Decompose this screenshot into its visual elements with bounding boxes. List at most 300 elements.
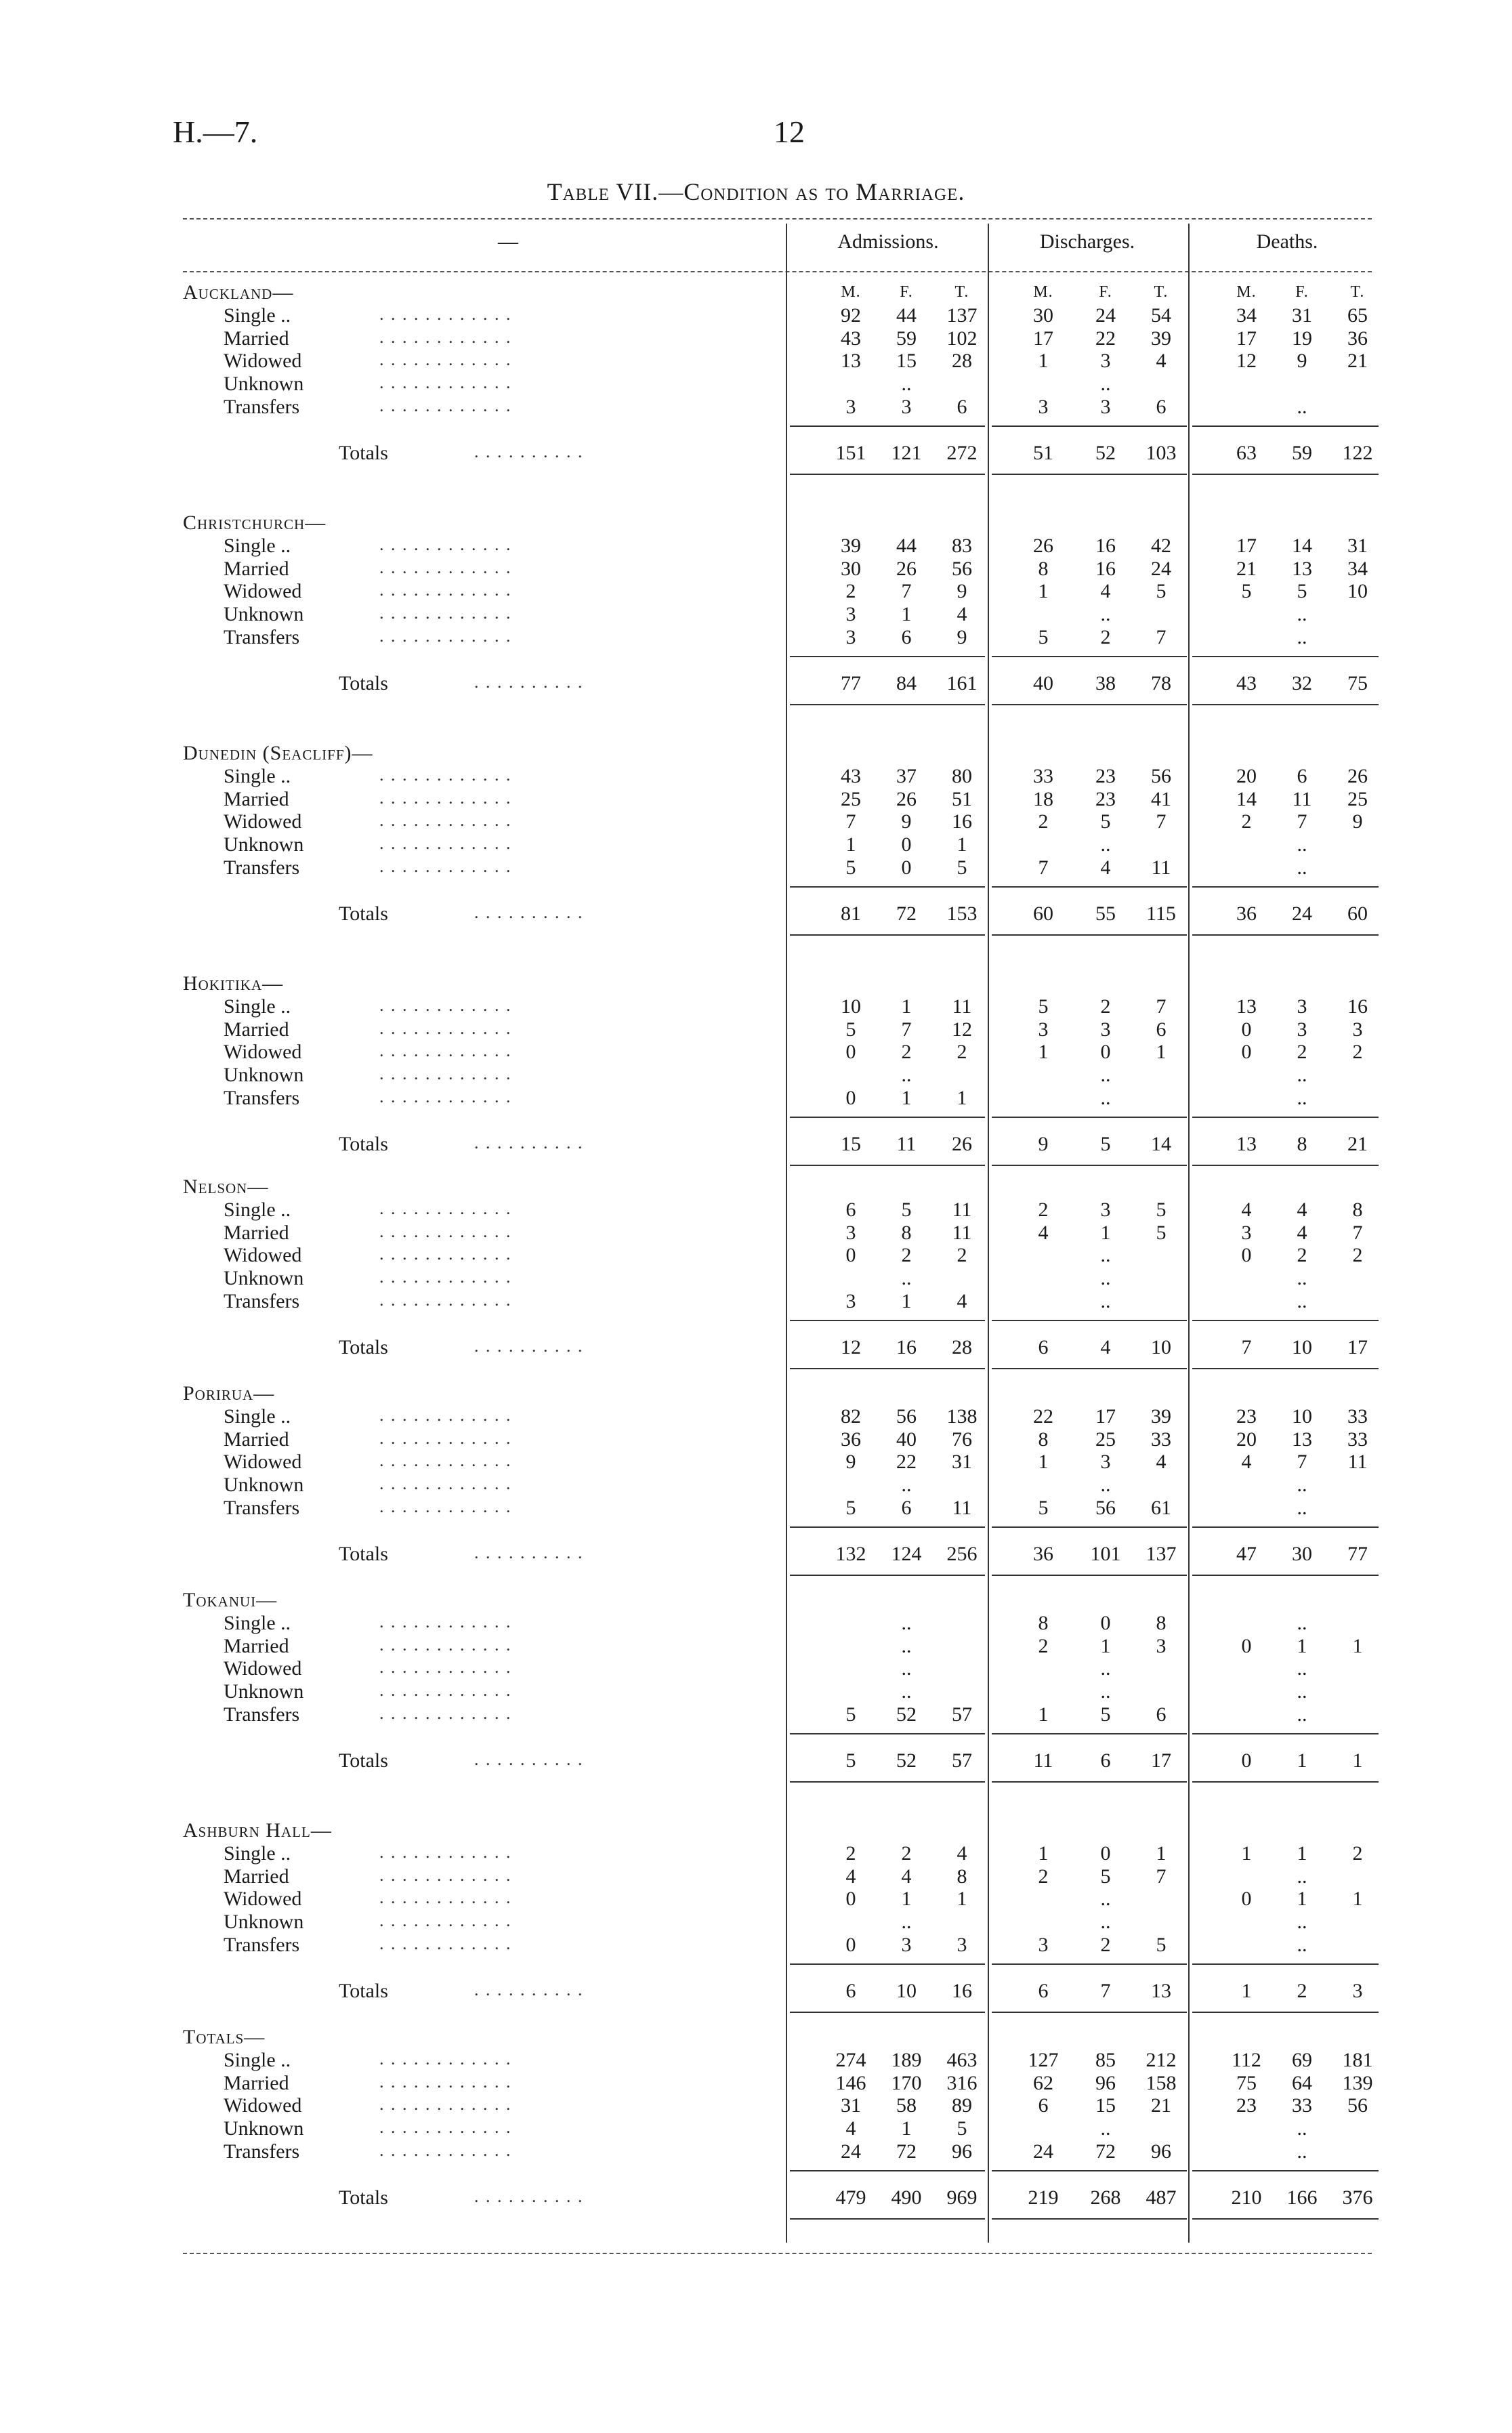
- row-label: Single ..: [224, 304, 291, 327]
- table-cell: 0: [1100, 1842, 1111, 1865]
- section-bottom-rule: [992, 934, 1187, 936]
- row-leader: . . . . . . . . . . . .: [379, 1934, 512, 1953]
- table-cell: 24: [841, 2140, 861, 2163]
- table-cell: 24: [1095, 304, 1116, 327]
- totals-cell: 124: [891, 1542, 922, 1565]
- section-title: Tokanui—: [183, 1589, 278, 1611]
- row-leader: . . . . . . . . . . . .: [379, 327, 512, 347]
- table-cell: ..: [901, 373, 912, 396]
- table-cell: 72: [896, 2140, 917, 2163]
- totals-cell: 81: [841, 902, 861, 925]
- section-bottom-rule: [992, 474, 1187, 475]
- section-title: Christchurch—: [183, 512, 327, 534]
- row-label: Widowed: [224, 1451, 302, 1474]
- table-cell: 44: [896, 304, 917, 327]
- table-cell: 3: [1297, 995, 1307, 1018]
- totals-cell: 13: [1151, 1979, 1171, 2002]
- table-cell: 40: [896, 1428, 917, 1451]
- table-cell: 23: [1095, 764, 1116, 787]
- row-leader: . . . . . . . . . . . .: [379, 1244, 512, 1264]
- row-leader: . . . . . . . . . . . .: [379, 2140, 512, 2160]
- table-cell: 1: [1297, 1842, 1307, 1865]
- table-cell: 22: [1033, 1405, 1053, 1428]
- table-cell: 14: [1236, 787, 1257, 810]
- row-leader: . . . . . . . . . . . .: [379, 1267, 512, 1287]
- row-leader: . . . . . . . . . . . .: [379, 1041, 512, 1061]
- subheader-8: T.: [1350, 283, 1365, 301]
- table-cell: 20: [1236, 1428, 1257, 1451]
- table-title: Table VII.—Condition as to Marriage.: [547, 178, 965, 205]
- totals-cell: 12: [841, 1335, 861, 1358]
- table-cell: 9: [845, 1451, 856, 1474]
- header-rule-bottom: [183, 271, 1372, 272]
- row-label: Single ..: [224, 1611, 291, 1634]
- table-cell: 3: [1100, 1451, 1111, 1474]
- row-label: Unknown: [224, 1474, 304, 1497]
- totals-rule: [790, 886, 985, 888]
- table-cell: 13: [841, 350, 861, 373]
- section-bottom-rule: [992, 2218, 1187, 2220]
- table-cell: 72: [1095, 2140, 1116, 2163]
- section-bottom-rule: [1192, 1781, 1379, 1783]
- row-label: Single ..: [224, 764, 291, 787]
- totals-cell: 7: [1241, 1335, 1252, 1358]
- table-cell: 92: [841, 304, 861, 327]
- table-cell: 56: [1095, 1497, 1116, 1519]
- table-cell: 12: [952, 1018, 972, 1041]
- table-cell: 2: [1100, 626, 1111, 648]
- table-cell: 30: [841, 557, 861, 580]
- row-leader: . . . . . . . . . . . .: [379, 1865, 512, 1885]
- table-cell: 3: [1100, 396, 1111, 418]
- table-cell: 139: [1342, 2071, 1373, 2094]
- row-label: Widowed: [224, 1888, 302, 1911]
- column-deaths: Deaths.: [1256, 230, 1318, 253]
- table-cell: 9: [901, 810, 912, 833]
- table-cell: 10: [841, 995, 861, 1018]
- subheader-3: M.: [1033, 283, 1053, 301]
- table-cell: 3: [1100, 1198, 1111, 1221]
- table-cell: 3: [845, 626, 856, 648]
- row-leader: . . . . . . . . . . . .: [379, 1634, 512, 1655]
- totals-label: Totals: [339, 441, 388, 464]
- table-cell: 1: [1156, 1842, 1167, 1865]
- table-cell: 1: [957, 1888, 967, 1911]
- table-cell: 3: [901, 1934, 912, 1956]
- table-cell: ..: [1297, 1497, 1307, 1519]
- table-cell: 80: [952, 764, 972, 787]
- totals-label: Totals: [339, 671, 388, 694]
- table-cell: 89: [952, 2094, 972, 2117]
- table-cell: 1: [901, 603, 912, 626]
- table-cell: 24: [1151, 557, 1171, 580]
- section-bottom-rule: [1192, 2012, 1379, 2013]
- totals-cell: 10: [896, 1979, 917, 2002]
- totals-rule: [790, 1733, 985, 1734]
- table-cell: 0: [1241, 1041, 1252, 1064]
- table-cell: 96: [952, 2140, 972, 2163]
- row-leader: . . . . . . . . . . . .: [379, 1657, 512, 1678]
- table-cell: 1: [1038, 1842, 1049, 1865]
- table-cell: 4: [901, 1865, 912, 1888]
- table-cell: 1: [1038, 1451, 1049, 1474]
- table-cell: 1: [1241, 1842, 1252, 1865]
- table-cell: 4: [1156, 350, 1167, 373]
- table-cell: 23: [1236, 2094, 1257, 2117]
- table-cell: 31: [952, 1451, 972, 1474]
- totals-cell: 15: [841, 1132, 861, 1155]
- table-cell: 8: [1038, 1428, 1049, 1451]
- totals-rule: [1192, 1117, 1379, 1118]
- table-cell: 6: [1038, 2094, 1049, 2117]
- table-cell: 5: [1156, 580, 1167, 603]
- table-cell: 13: [1292, 1428, 1312, 1451]
- table-cell: 17: [1236, 327, 1257, 350]
- table-cell: 0: [1241, 1018, 1252, 1041]
- totals-cell: 24: [1292, 902, 1312, 925]
- table-cell: 17: [1236, 534, 1257, 557]
- table-cell: 3: [1156, 1634, 1167, 1657]
- table-cell: 2: [1297, 1041, 1307, 1064]
- table-cell: 21: [1236, 557, 1257, 580]
- section-bottom-rule: [790, 704, 985, 705]
- table-cell: ..: [1297, 2140, 1307, 2163]
- section-bottom-rule: [790, 1368, 985, 1369]
- section-title: Dunedin (Seacliff)—: [183, 742, 373, 764]
- table-cell: 42: [1151, 534, 1171, 557]
- table-cell: 2: [901, 1244, 912, 1267]
- table-cell: 61: [1151, 1497, 1171, 1519]
- section-title: Totals—: [183, 2026, 266, 2048]
- table-cell: 5: [1100, 1703, 1111, 1726]
- table-cell: 7: [901, 580, 912, 603]
- table-cell: 11: [1347, 1451, 1368, 1474]
- row-leader: . . . . . . . . . . . .: [379, 2117, 512, 2138]
- totals-cell: 36: [1236, 902, 1257, 925]
- totals-cell: 10: [1292, 1335, 1312, 1358]
- table-cell: 11: [1292, 787, 1312, 810]
- table-cell: ..: [1297, 1087, 1307, 1109]
- table-cell: 2: [845, 1842, 856, 1865]
- totals-cell: 101: [1090, 1542, 1121, 1565]
- table-cell: 8: [957, 1865, 967, 1888]
- table-cell: 17: [1033, 327, 1053, 350]
- row-leader: . . . . . . . . . . . .: [379, 1290, 512, 1310]
- table-cell: 9: [1297, 350, 1307, 373]
- table-cell: 6: [901, 626, 912, 648]
- row-leader: . . . . . . . . . . . .: [379, 304, 512, 324]
- table-cell: ..: [1297, 603, 1307, 626]
- table-cell: 1: [1297, 1888, 1307, 1911]
- table-cell: 69: [1292, 2048, 1312, 2071]
- row-leader: . . . . . . . . . . . .: [379, 787, 512, 808]
- row-label: Single ..: [224, 534, 291, 557]
- table-cell: 24: [1033, 2140, 1053, 2163]
- table-cell: 13: [1236, 995, 1257, 1018]
- row-leader: . . . . . . . . . . . .: [379, 534, 512, 554]
- table-cell: 9: [957, 626, 967, 648]
- totals-rule: [992, 2170, 1187, 2171]
- table-cell: ..: [1297, 1680, 1307, 1703]
- row-label: Married: [224, 2071, 289, 2094]
- table-cell: 5: [957, 2117, 967, 2140]
- table-cell: 82: [841, 1405, 861, 1428]
- table-cell: 36: [1347, 327, 1368, 350]
- table-cell: 3: [1038, 396, 1049, 418]
- table-cell: 23: [1095, 787, 1116, 810]
- totals-rule: [1192, 1320, 1379, 1321]
- row-leader: . . . . . . . . . . . .: [379, 1018, 512, 1038]
- table-cell: 5: [1038, 1497, 1049, 1519]
- row-label: Widowed: [224, 1244, 302, 1267]
- page-number: 12: [774, 115, 805, 149]
- totals-cell: 479: [835, 2186, 866, 2209]
- table-cell: 0: [1100, 1041, 1111, 1064]
- totals-rule: [1192, 1526, 1379, 1528]
- row-label: Transfers: [224, 1497, 300, 1519]
- table-cell: 56: [952, 557, 972, 580]
- totals-rule: [1192, 425, 1379, 427]
- table-cell: 64: [1292, 2071, 1312, 2094]
- table-cell: 22: [896, 1451, 917, 1474]
- table-cell: 8: [901, 1221, 912, 1244]
- table-cell: 9: [1352, 810, 1363, 833]
- table-cell: 43: [841, 764, 861, 787]
- row-leader: . . . . . . . . . . . .: [379, 1221, 512, 1241]
- column-admissions: Admissions.: [837, 230, 939, 253]
- table-cell: 20: [1236, 764, 1257, 787]
- totals-leader: . . . . . . . . . .: [474, 902, 584, 922]
- table-cell: 28: [952, 350, 972, 373]
- table-cell: 5: [1241, 580, 1252, 603]
- row-leader: . . . . . . . . . . . .: [379, 396, 512, 415]
- totals-cell: 10: [1151, 1335, 1171, 1358]
- totals-label: Totals: [339, 1542, 388, 1565]
- table-cell: 1: [1156, 1041, 1167, 1064]
- table-cell: 25: [1347, 787, 1368, 810]
- table-cell: 4: [1241, 1198, 1252, 1221]
- report-reference: H.—7.: [173, 115, 258, 149]
- table-cell: 212: [1146, 2048, 1177, 2071]
- table-cell: 2: [845, 580, 856, 603]
- row-label: Transfers: [224, 1934, 300, 1956]
- table-cell: 39: [841, 534, 861, 557]
- totals-rule: [992, 1963, 1187, 1965]
- totals-rule: [992, 1117, 1187, 1118]
- table-cell: 26: [896, 557, 917, 580]
- table-cell: 4: [957, 1290, 967, 1312]
- subheader-5: T.: [1154, 283, 1169, 301]
- totals-cell: 151: [835, 441, 866, 464]
- table-cell: 25: [1095, 1428, 1116, 1451]
- totals-leader: . . . . . . . . . .: [474, 1749, 584, 1769]
- row-leader: . . . . . . . . . . . .: [379, 350, 512, 370]
- table-cell: 5: [957, 856, 967, 879]
- totals-label: Totals: [339, 1979, 388, 2002]
- totals-rule: [790, 656, 985, 657]
- table-cell: 0: [1241, 1888, 1252, 1911]
- table-cell: ..: [1100, 833, 1111, 856]
- row-leader: . . . . . . . . . . . .: [379, 995, 512, 1015]
- row-label: Unknown: [224, 833, 304, 856]
- table-cell: 0: [845, 1041, 856, 1064]
- row-label: Single ..: [224, 2048, 291, 2071]
- row-label: Widowed: [224, 1657, 302, 1680]
- section-bottom-rule: [992, 1368, 1187, 1369]
- row-leader: . . . . . . . . . . . .: [379, 1451, 512, 1471]
- section-bottom-rule: [1192, 934, 1379, 936]
- table-cell: 316: [946, 2071, 978, 2094]
- section-bottom-rule: [790, 474, 985, 475]
- totals-cell: 52: [1095, 441, 1116, 464]
- row-label: Widowed: [224, 580, 302, 603]
- totals-cell: 77: [1347, 1542, 1368, 1565]
- table-cell: 1: [1038, 580, 1049, 603]
- table-cell: 5: [845, 1497, 856, 1519]
- totals-cell: 1: [1352, 1749, 1363, 1772]
- table-cell: 3: [845, 603, 856, 626]
- totals-leader: . . . . . . . . . .: [474, 1979, 584, 1999]
- table-cell: ..: [1297, 1290, 1307, 1312]
- table-cell: 3: [845, 1221, 856, 1244]
- totals-rule: [790, 425, 985, 427]
- row-leader: . . . . . . . . . . . .: [379, 764, 512, 785]
- totals-rule: [992, 886, 1187, 888]
- table-cell: 26: [896, 787, 917, 810]
- totals-cell: 115: [1146, 902, 1176, 925]
- table-cell: 11: [952, 1198, 972, 1221]
- row-leader: . . . . . . . . . . . .: [379, 603, 512, 623]
- totals-cell: 40: [1033, 671, 1053, 694]
- table-cell: 1: [957, 833, 967, 856]
- table-cell: 138: [946, 1405, 978, 1428]
- table-cell: 15: [1095, 2094, 1116, 2117]
- totals-cell: 75: [1347, 671, 1368, 694]
- table-cell: 146: [835, 2071, 866, 2094]
- section-bottom-rule: [1192, 1368, 1379, 1369]
- table-cell: 3: [845, 396, 856, 418]
- table-cell: 8: [1038, 1611, 1049, 1634]
- table-cell: 3: [1038, 1934, 1049, 1956]
- table-cell: 7: [901, 1018, 912, 1041]
- totals-cell: 1: [1241, 1979, 1252, 2002]
- table-cell: 25: [841, 787, 861, 810]
- table-cell: 2: [1038, 1634, 1049, 1657]
- row-label: Transfers: [224, 1087, 300, 1109]
- table-cell: 58: [896, 2094, 917, 2117]
- table-cell: 2: [1352, 1041, 1363, 1064]
- table-cell: 7: [1038, 856, 1049, 879]
- table-cell: ..: [901, 1680, 912, 1703]
- totals-cell: 4: [1100, 1335, 1111, 1358]
- row-label: Married: [224, 1634, 289, 1657]
- totals-leader: . . . . . . . . . .: [474, 2186, 584, 2206]
- row-label: Transfers: [224, 2140, 300, 2163]
- section-bottom-rule: [790, 1781, 985, 1783]
- section-bottom-rule: [790, 2012, 985, 2013]
- table-cell: ..: [1297, 833, 1307, 856]
- row-leader: . . . . . . . . . . . .: [379, 1428, 512, 1448]
- table-cell: 0: [1100, 1611, 1111, 1634]
- totals-cell: 132: [835, 1542, 866, 1565]
- table-cell: 0: [1241, 1634, 1252, 1657]
- totals-cell: 122: [1342, 441, 1373, 464]
- row-label: Unknown: [224, 1267, 304, 1290]
- table-cell: 0: [901, 856, 912, 879]
- table-cell: 1: [845, 833, 856, 856]
- table-cell: 274: [835, 2048, 866, 2071]
- section-bottom-rule: [790, 2218, 985, 2220]
- table-cell: 3: [1352, 1018, 1363, 1041]
- separator-right: [1188, 224, 1190, 2243]
- table-cell: 5: [845, 856, 856, 879]
- table-cell: 5: [1156, 1221, 1167, 1244]
- table-cell: 5: [1038, 626, 1049, 648]
- table-cell: 31: [1347, 534, 1368, 557]
- row-label: Married: [224, 1428, 289, 1451]
- row-label: Widowed: [224, 350, 302, 373]
- row-label: Transfers: [224, 396, 300, 418]
- table-cell: ..: [901, 1611, 912, 1634]
- table-cell: 30: [1033, 304, 1053, 327]
- table-cell: ..: [1100, 1244, 1111, 1267]
- table-cell: 463: [946, 2048, 978, 2071]
- table-cell: 59: [896, 327, 917, 350]
- totals-label: Totals: [339, 1749, 388, 1772]
- table-cell: 2: [1352, 1244, 1363, 1267]
- totals-cell: 59: [1292, 441, 1312, 464]
- table-cell: 7: [1156, 1865, 1167, 1888]
- table-cell: ..: [1297, 396, 1307, 418]
- subheader-0: M.: [841, 283, 861, 301]
- row-leader: . . . . . . . . . . . .: [379, 810, 512, 831]
- table-cell: ..: [1297, 1911, 1307, 1934]
- table-cell: 1: [1352, 1634, 1363, 1657]
- table-cell: 5: [1038, 995, 1049, 1018]
- table-cell: 3: [1297, 1018, 1307, 1041]
- table-cell: ..: [901, 1064, 912, 1087]
- table-cell: 15: [896, 350, 917, 373]
- table-cell: 18: [1033, 787, 1053, 810]
- table-cell: 5: [901, 1198, 912, 1221]
- table-cell: 75: [1236, 2071, 1257, 2094]
- totals-rule: [790, 2170, 985, 2171]
- table-cell: 7: [1156, 810, 1167, 833]
- table-cell: 7: [1297, 810, 1307, 833]
- table-cell: 0: [845, 1244, 856, 1267]
- row-leader: . . . . . . . . . . . .: [379, 1064, 512, 1084]
- section-bottom-rule: [992, 1781, 1187, 1783]
- totals-cell: 30: [1292, 1542, 1312, 1565]
- section-bottom-rule: [992, 704, 1187, 705]
- table-cell: 1: [1038, 1703, 1049, 1726]
- table-cell: ..: [1297, 856, 1307, 879]
- table-cell: ..: [901, 1657, 912, 1680]
- table-cell: 189: [891, 2048, 922, 2071]
- table-cell: 33: [1151, 1428, 1171, 1451]
- row-leader: . . . . . . . . . . . .: [379, 1842, 512, 1862]
- table-cell: 43: [841, 327, 861, 350]
- table-cell: 22: [1095, 327, 1116, 350]
- table-cell: 6: [1156, 1018, 1167, 1041]
- totals-cell: 43: [1236, 671, 1257, 694]
- totals-label: Totals: [339, 2186, 388, 2209]
- totals-cell: 153: [946, 902, 978, 925]
- row-leader: . . . . . . . . . . . .: [379, 1405, 512, 1425]
- section-bottom-rule: [1192, 474, 1379, 475]
- subheader-2: T.: [954, 283, 969, 301]
- table-cell: 5: [1100, 810, 1111, 833]
